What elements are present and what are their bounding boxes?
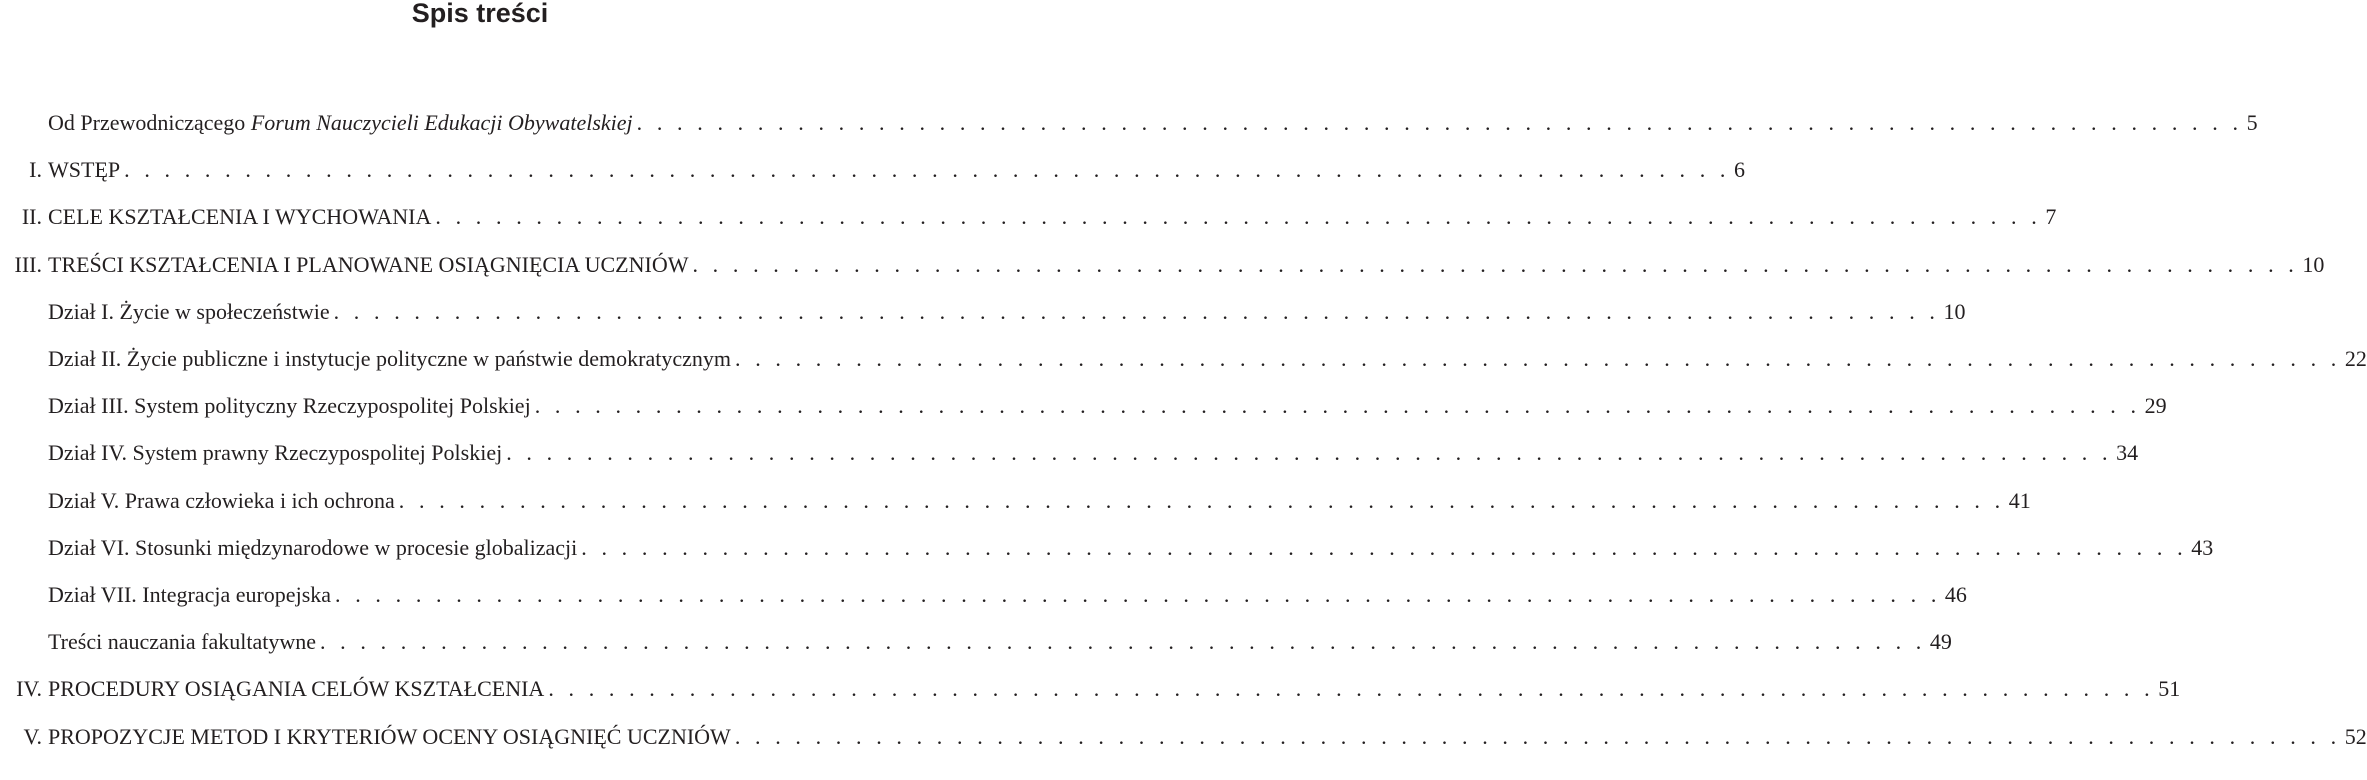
toc-leader-dots: . . . . . . . . . . . . . . . . . . . . . . . . . . . . . . . . . . . . . . . . . . . . . . . . . . . . . . . . . . . . . . . . . . . . . . . . . . . . . . . .: [398, 487, 2005, 513]
toc-entry-label: [48, 483, 395, 519]
toc-entry[interactable]: [48, 388, 2167, 424]
toc-page-number: 29: [2144, 393, 2167, 419]
toc-entry-label-text: Dział VII. Integracja europejska: [48, 582, 332, 607]
toc-leader-dots: . . . . . . . . . . . . . . . . . . . . . . . . . . . . . . . . . . . . . . . . . . . . . . . . . . . . . . . . . . . . . . . . . . . . . . . . . . . . . . . .: [506, 440, 2113, 466]
toc-entry[interactable]: [48, 105, 2258, 141]
toc-entry-label-text: Dział I. Życie w społeczeństwie: [48, 298, 330, 324]
toc-entry-label: [48, 530, 577, 566]
toc-page-number: 34: [2116, 440, 2139, 466]
toc-entry-label-text: Dział V. Prawa człowieka i ich ochrona: [48, 487, 395, 513]
toc-entry-label-text: Dział VI. Stosunki międzynarodowe w procesie globalizacji: [48, 534, 578, 560]
toc-entry-label-text: WSTĘP: [48, 157, 121, 183]
toc-page-number: 6: [1734, 157, 1746, 183]
toc-page-number: 41: [2008, 487, 2031, 513]
toc-entry-number: III.: [14, 251, 42, 277]
toc-page-number: 5: [2246, 110, 2258, 135]
toc-leader-dots: . . . . . . . . . . . . . . . . . . . . . . . . . . . . . . . . . . . . . . . . . . . . . . . . . . . . . . . . . . . . . . . . . . . . . . . . . . . . . . . .: [636, 110, 2243, 135]
toc-entry-label: [48, 388, 531, 424]
toc-entry-number: I.: [29, 157, 42, 183]
toc-entry-label: [48, 624, 316, 660]
toc-entry-number: V.: [23, 723, 42, 749]
toc-entry-label: [48, 294, 330, 330]
toc-entry-label-italic: Forum Nauczycieli Edukacji Obywatelskiej: [250, 110, 633, 135]
toc-page-number: 22: [2344, 346, 2367, 371]
toc-page-number: 10: [2302, 251, 2325, 277]
toc-leader-dots: . . . . . . . . . . . . . . . . . . . . . . . . . . . . . . . . . . . . . . . . . . . . . . . . . . . . . . . . . . . . . . . . . . . . . . . . . . . . . . . .: [735, 346, 2341, 371]
toc-entry[interactable]: [48, 577, 1967, 613]
toc-entry[interactable]: [21, 199, 2057, 235]
toc-leader-dots: . . . . . . . . . . . . . . . . . . . . . . . . . . . . . . . . . . . . . . . . . . . . . . . . . . . . . . . . . . . . . . . . . . . . . . . . . . . . . . . .: [534, 393, 2141, 419]
toc-entry[interactable]: [48, 530, 2214, 566]
toc-page-number: 43: [2191, 534, 2214, 560]
toc-entry[interactable]: [48, 341, 2367, 377]
toc-entry-number: II.: [21, 204, 42, 230]
toc-entry-label-text: Od Przewodniczącego: [48, 110, 251, 135]
toc-entry-label-text: Dział II. Życie publiczne i instytucje polityczne w państwie demokratycznym: [48, 346, 731, 371]
toc-entry[interactable]: [29, 152, 1746, 188]
toc-entry[interactable]: [48, 435, 2139, 471]
toc-entry-label-text: Dział IV. System prawny Rzeczypospolitej Polskiej: [48, 440, 503, 466]
toc-leader-dots: . . . . . . . . . . . . . . . . . . . . . . . . . . . . . . . . . . . . . . . . . . . . . . . . . . . . . . . . . . . . . . . . . . . . . . . . . . . . . . . .: [692, 251, 2299, 277]
toc-entry-label-text: TREŚCI KSZTAŁCENIA I PLANOWANE OSIĄGNIĘCIA UCZNIÓW: [48, 251, 689, 277]
toc-entry-label: [48, 199, 431, 235]
toc-entry-label-text: Dział III. System polityczny Rzeczypospolitej Polskiej: [48, 393, 531, 419]
toc-entry-label: [48, 341, 731, 377]
toc-entry[interactable]: [48, 624, 1952, 660]
page-title: Spis treści: [411, 0, 549, 28]
toc-page-number: 51: [2158, 676, 2181, 702]
toc-entry-label: [48, 671, 544, 707]
toc-page-number: 46: [1944, 582, 1967, 607]
toc-entry-label: [48, 247, 688, 283]
toc-leader-dots: . . . . . . . . . . . . . . . . . . . . . . . . . . . . . . . . . . . . . . . . . . . . . . . . . . . . . . . . . . . . . . . . . . . . . . . . . . . . . . . .: [333, 298, 1940, 324]
toc-entry-label-text: Treści nauczania fakultatywne: [48, 629, 316, 655]
toc-entry-label: [48, 105, 633, 141]
toc-entry[interactable]: [14, 247, 2325, 283]
toc-entry-label-text: PROPOZYCJE METOD I KRYTERIÓW OCENY OSIĄGNIĘĆ UCZNIÓW: [48, 723, 731, 749]
toc-entry-label: [48, 435, 502, 471]
toc-entry-label-text: CELE KSZTAŁCENIA I WYCHOWANIA: [48, 204, 432, 230]
toc-leader-dots: . . . . . . . . . . . . . . . . . . . . . . . . . . . . . . . . . . . . . . . . . . . . . . . . . . . . . . . . . . . . . . . . . . . . . . . . . . . . . . . .: [435, 204, 2042, 230]
toc-leader-dots: . . . . . . . . . . . . . . . . . . . . . . . . . . . . . . . . . . . . . . . . . . . . . . . . . . . . . . . . . . . . . . . . . . . . . . . . . . . . . . . .: [548, 676, 2155, 702]
toc-entry-label: [48, 577, 331, 613]
toc-page-number: 10: [1943, 298, 1966, 324]
toc-page-number: 49: [1929, 629, 1952, 655]
toc-entry[interactable]: [48, 483, 2031, 519]
toc-page-number: 7: [2045, 204, 2057, 230]
toc-entry[interactable]: [16, 671, 2181, 707]
toc-page-number: 52: [2344, 723, 2367, 749]
toc-entry-label: [48, 152, 120, 188]
toc-entry-label-text: PROCEDURY OSIĄGANIA CELÓW KSZTAŁCENIA: [48, 676, 545, 702]
toc-entry[interactable]: [48, 294, 1966, 330]
toc-entry[interactable]: [23, 719, 2367, 755]
toc-leader-dots: . . . . . . . . . . . . . . . . . . . . . . . . . . . . . . . . . . . . . . . . . . . . . . . . . . . . . . . . . . . . . . . . . . . . . . . . . . . . . . . .: [335, 582, 1941, 607]
toc-leader-dots: . . . . . . . . . . . . . . . . . . . . . . . . . . . . . . . . . . . . . . . . . . . . . . . . . . . . . . . . . . . . . . . . . . . . . . . . . . . . . . . .: [124, 157, 1731, 183]
toc-entry-label: [48, 719, 731, 755]
toc-leader-dots: . . . . . . . . . . . . . . . . . . . . . . . . . . . . . . . . . . . . . . . . . . . . . . . . . . . . . . . . . . . . . . . . . . . . . . . . . . . . . . . .: [581, 534, 2188, 560]
toc-entry-number: IV.: [16, 676, 42, 702]
toc-leader-dots: . . . . . . . . . . . . . . . . . . . . . . . . . . . . . . . . . . . . . . . . . . . . . . . . . . . . . . . . . . . . . . . . . . . . . . . . . . . . . . . .: [319, 629, 1926, 655]
toc-leader-dots: . . . . . . . . . . . . . . . . . . . . . . . . . . . . . . . . . . . . . . . . . . . . . . . . . . . . . . . . . . . . . . . . . . . . . . . . . . . . . . . .: [734, 723, 2341, 749]
